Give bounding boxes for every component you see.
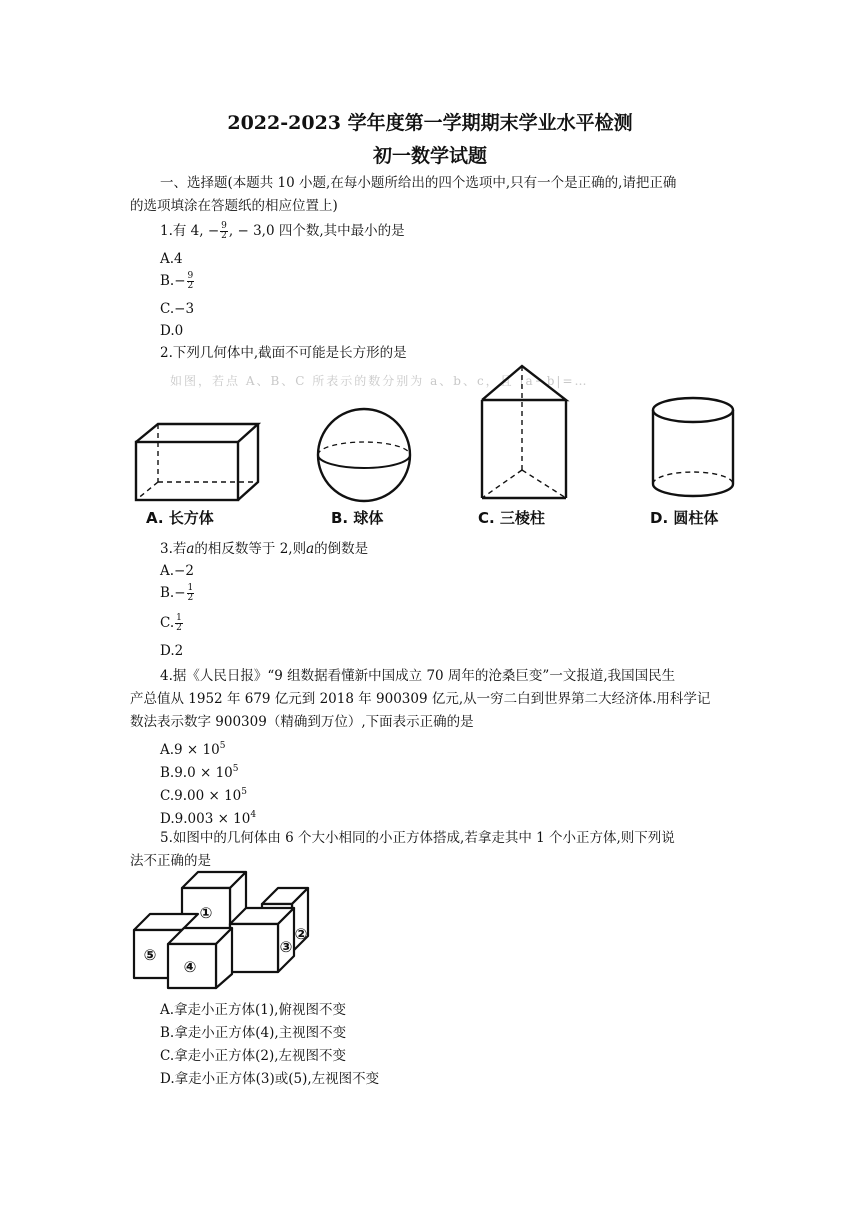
cube-4-label: ④ [183,958,197,976]
cube-2-label: ② [294,925,308,943]
question-2-stem: 2.下列几何体中,截面不可能是长方形的是 [160,345,407,361]
section-instructions: 一、选择题(本题共 10 小题,在每小题所给出的四个选项中,只有一个是正确的,请把正确 [160,175,677,191]
fraction-numerator: 9 [187,271,194,281]
question-3-stem: 3.若𝑎的相反数等于 2,则𝑎的倒数是 [160,541,369,557]
cylinder-figure [650,396,736,502]
q1-option-c: C.−3 [160,301,195,317]
bleed-through-text: 如图，若点 A、B、C 所表示的数分别为 a、b、c，且 |a−b|=… [170,374,589,388]
q4-option-a-base: A.9 × 10 [160,742,220,758]
fraction-numerator: 1 [187,583,194,593]
exponent: 5 [232,764,239,774]
exponent: 5 [241,787,248,797]
fraction-denominator: 2 [176,623,182,633]
sphere-figure [314,405,414,505]
exponent: 4 [250,810,257,820]
q4-option-d-base: D.9.003 × 10 [160,811,251,827]
q3-option-a: A.−2 [160,563,194,579]
fraction-denominator: 2 [187,281,194,291]
cube-stack-figure [130,868,320,990]
cube-3-label: ③ [279,938,293,956]
q4-option-a [160,737,225,759]
fraction [187,272,195,291]
fraction-denominator: 2 [187,593,194,603]
q4-option-c-base: C.9.00 × 10 [160,788,242,804]
fraction [175,614,183,633]
question-4-stem-line1: 4.据《人民日报》“9 组数据看懂新中国成立 70 周年的沧桑巨变”一文报道,我国国民生 [160,668,676,684]
fraction-denominator: 2 [221,231,227,241]
q1-stem-part2: , − 3,0 四个数,其中最小的是 [228,223,405,239]
q1-stem-part1: 1.有 4, − [160,223,220,239]
q3-option-c [160,614,184,633]
q3-option-b-prefix: B.− [160,585,186,601]
section-instructions-cont: 的选项填涂在答题纸的相应位置上) [130,198,338,214]
question-5-stem-line2: 法不正确的是 [130,853,211,869]
cuboid-figure [132,420,264,506]
figure-label-d: D. 圆柱体 [650,509,719,527]
exponent: 5 [219,741,226,751]
page-subtitle: 初一数学试题 [372,145,487,167]
q5-option-a: A.拿走小正方体(1),俯视图不变 [160,1002,346,1018]
q4-option-c [160,783,247,805]
fraction-numerator: 9 [221,221,227,231]
q4-option-d [160,806,256,828]
triangular-prism-figure [476,362,572,504]
figure-label-a: A. 长方体 [146,509,214,527]
q1-option-b-prefix: B.− [160,273,186,289]
q3-option-d: D.2 [160,643,184,659]
page-title: 2022-2023 学年度第一学期期末学业水平检测 [227,112,633,134]
figure-label-b: B. 球体 [331,509,384,527]
q5-option-b: B.拿走小正方体(4),主视图不变 [160,1025,347,1041]
q1-option-d: D.0 [160,323,184,339]
cube-5-label: ⑤ [143,946,157,964]
q4-option-b [160,760,239,782]
q3-option-c-prefix: C. [160,615,175,631]
figure-label-c: C. 三棱柱 [478,509,545,527]
question-4-stem-line3: 数法表示数字 900309（精确到万位）,下面表示正确的是 [130,714,474,730]
fraction-numerator: 1 [176,613,182,623]
q5-option-d: D.拿走小正方体(3)或(5),左视图不变 [160,1071,380,1087]
q1-option-a: A.4 [160,251,183,267]
cube-1-label: ① [199,904,213,922]
q4-option-b-base: B.9.0 × 10 [160,765,233,781]
question-1-stem [160,222,405,241]
fraction [187,584,195,603]
fraction [220,222,228,241]
q5-option-c: C.拿走小正方体(2),左视图不变 [160,1048,347,1064]
question-4-stem-line2: 产总值从 1952 年 679 亿元到 2018 年 900309 亿元,从一穷二白到世界第二大经济体.用科学记 [130,691,711,707]
q3-option-b [160,584,195,603]
question-5-stem-line1: 5.如图中的几何体由 6 个大小相同的小正方体搭成,若拿走其中 1 个小正方体,则下列说 [160,830,675,846]
q1-option-b [160,272,195,291]
